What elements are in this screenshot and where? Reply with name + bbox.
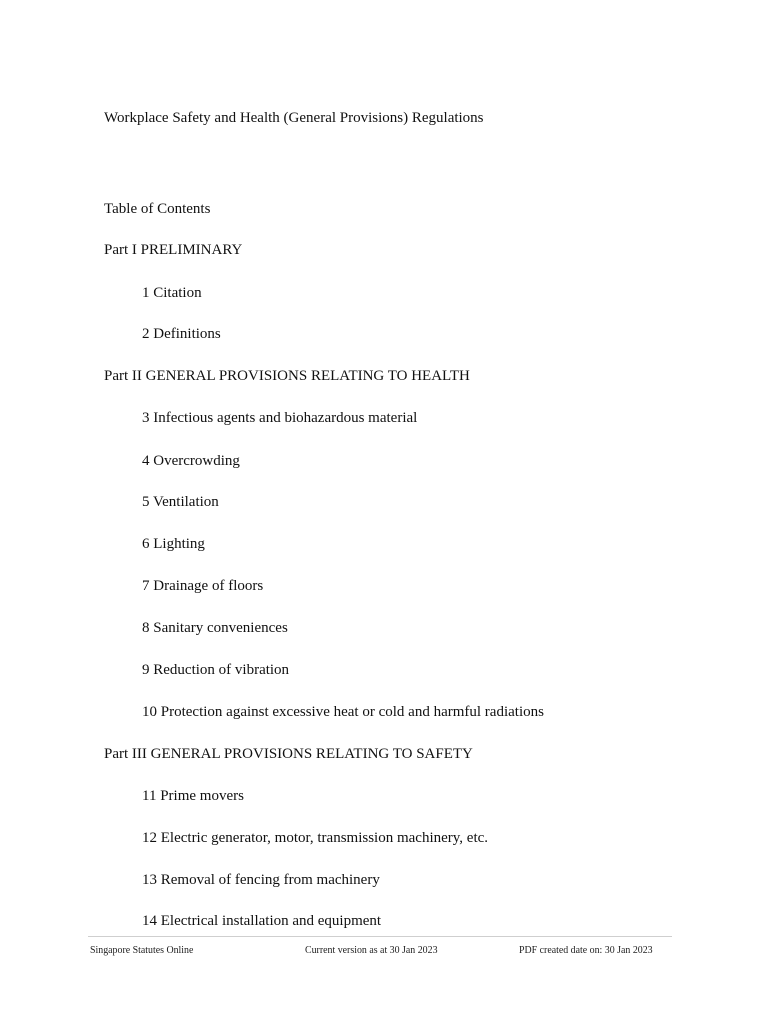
toc-section-entry[interactable]: 1 Citation: [142, 285, 202, 301]
toc-section-entry[interactable]: 4 Overcrowding: [142, 453, 240, 469]
toc-section-entry[interactable]: 12 Electric generator, motor, transmission machinery, etc.: [142, 830, 489, 846]
footer-divider: [88, 936, 672, 937]
toc-section-entry[interactable]: 3 Infectious agents and biohazardous material: [142, 410, 418, 426]
footer-source: Singapore Statutes Online: [90, 944, 194, 956]
toc-section-entry[interactable]: 9 Reduction of vibration: [142, 662, 290, 678]
toc-section-entry[interactable]: 11 Prime movers: [142, 788, 244, 804]
toc-heading: Table of Contents: [104, 201, 211, 217]
toc-section-entry[interactable]: 13 Removal of fencing from machinery: [142, 872, 380, 888]
document-title: Workplace Safety and Health (General Provisions) Regulations: [104, 110, 484, 126]
toc-section-entry[interactable]: 6 Lighting: [142, 536, 205, 552]
toc-section-entry[interactable]: 10 Protection against excessive heat or cold and harmful radiations: [142, 704, 544, 720]
toc-section-entry[interactable]: 7 Drainage of floors: [142, 578, 264, 594]
toc-section-entry[interactable]: 2 Definitions: [142, 326, 221, 342]
toc-section-entry[interactable]: 14 Electrical installation and equipment: [142, 913, 382, 929]
footer-version: Current version as at 30 Jan 2023: [305, 944, 438, 956]
toc-part-entry[interactable]: Part I PRELIMINARY: [104, 242, 243, 258]
toc-part-entry[interactable]: Part II GENERAL PROVISIONS RELATING TO HEALTH: [104, 368, 470, 384]
footer-created-date: PDF created date on: 30 Jan 2023: [519, 944, 653, 956]
toc-section-entry[interactable]: 5 Ventilation: [142, 494, 219, 510]
toc-section-entry[interactable]: 8 Sanitary conveniences: [142, 620, 288, 636]
toc-part-entry[interactable]: Part III GENERAL PROVISIONS RELATING TO SAFETY: [104, 746, 473, 762]
